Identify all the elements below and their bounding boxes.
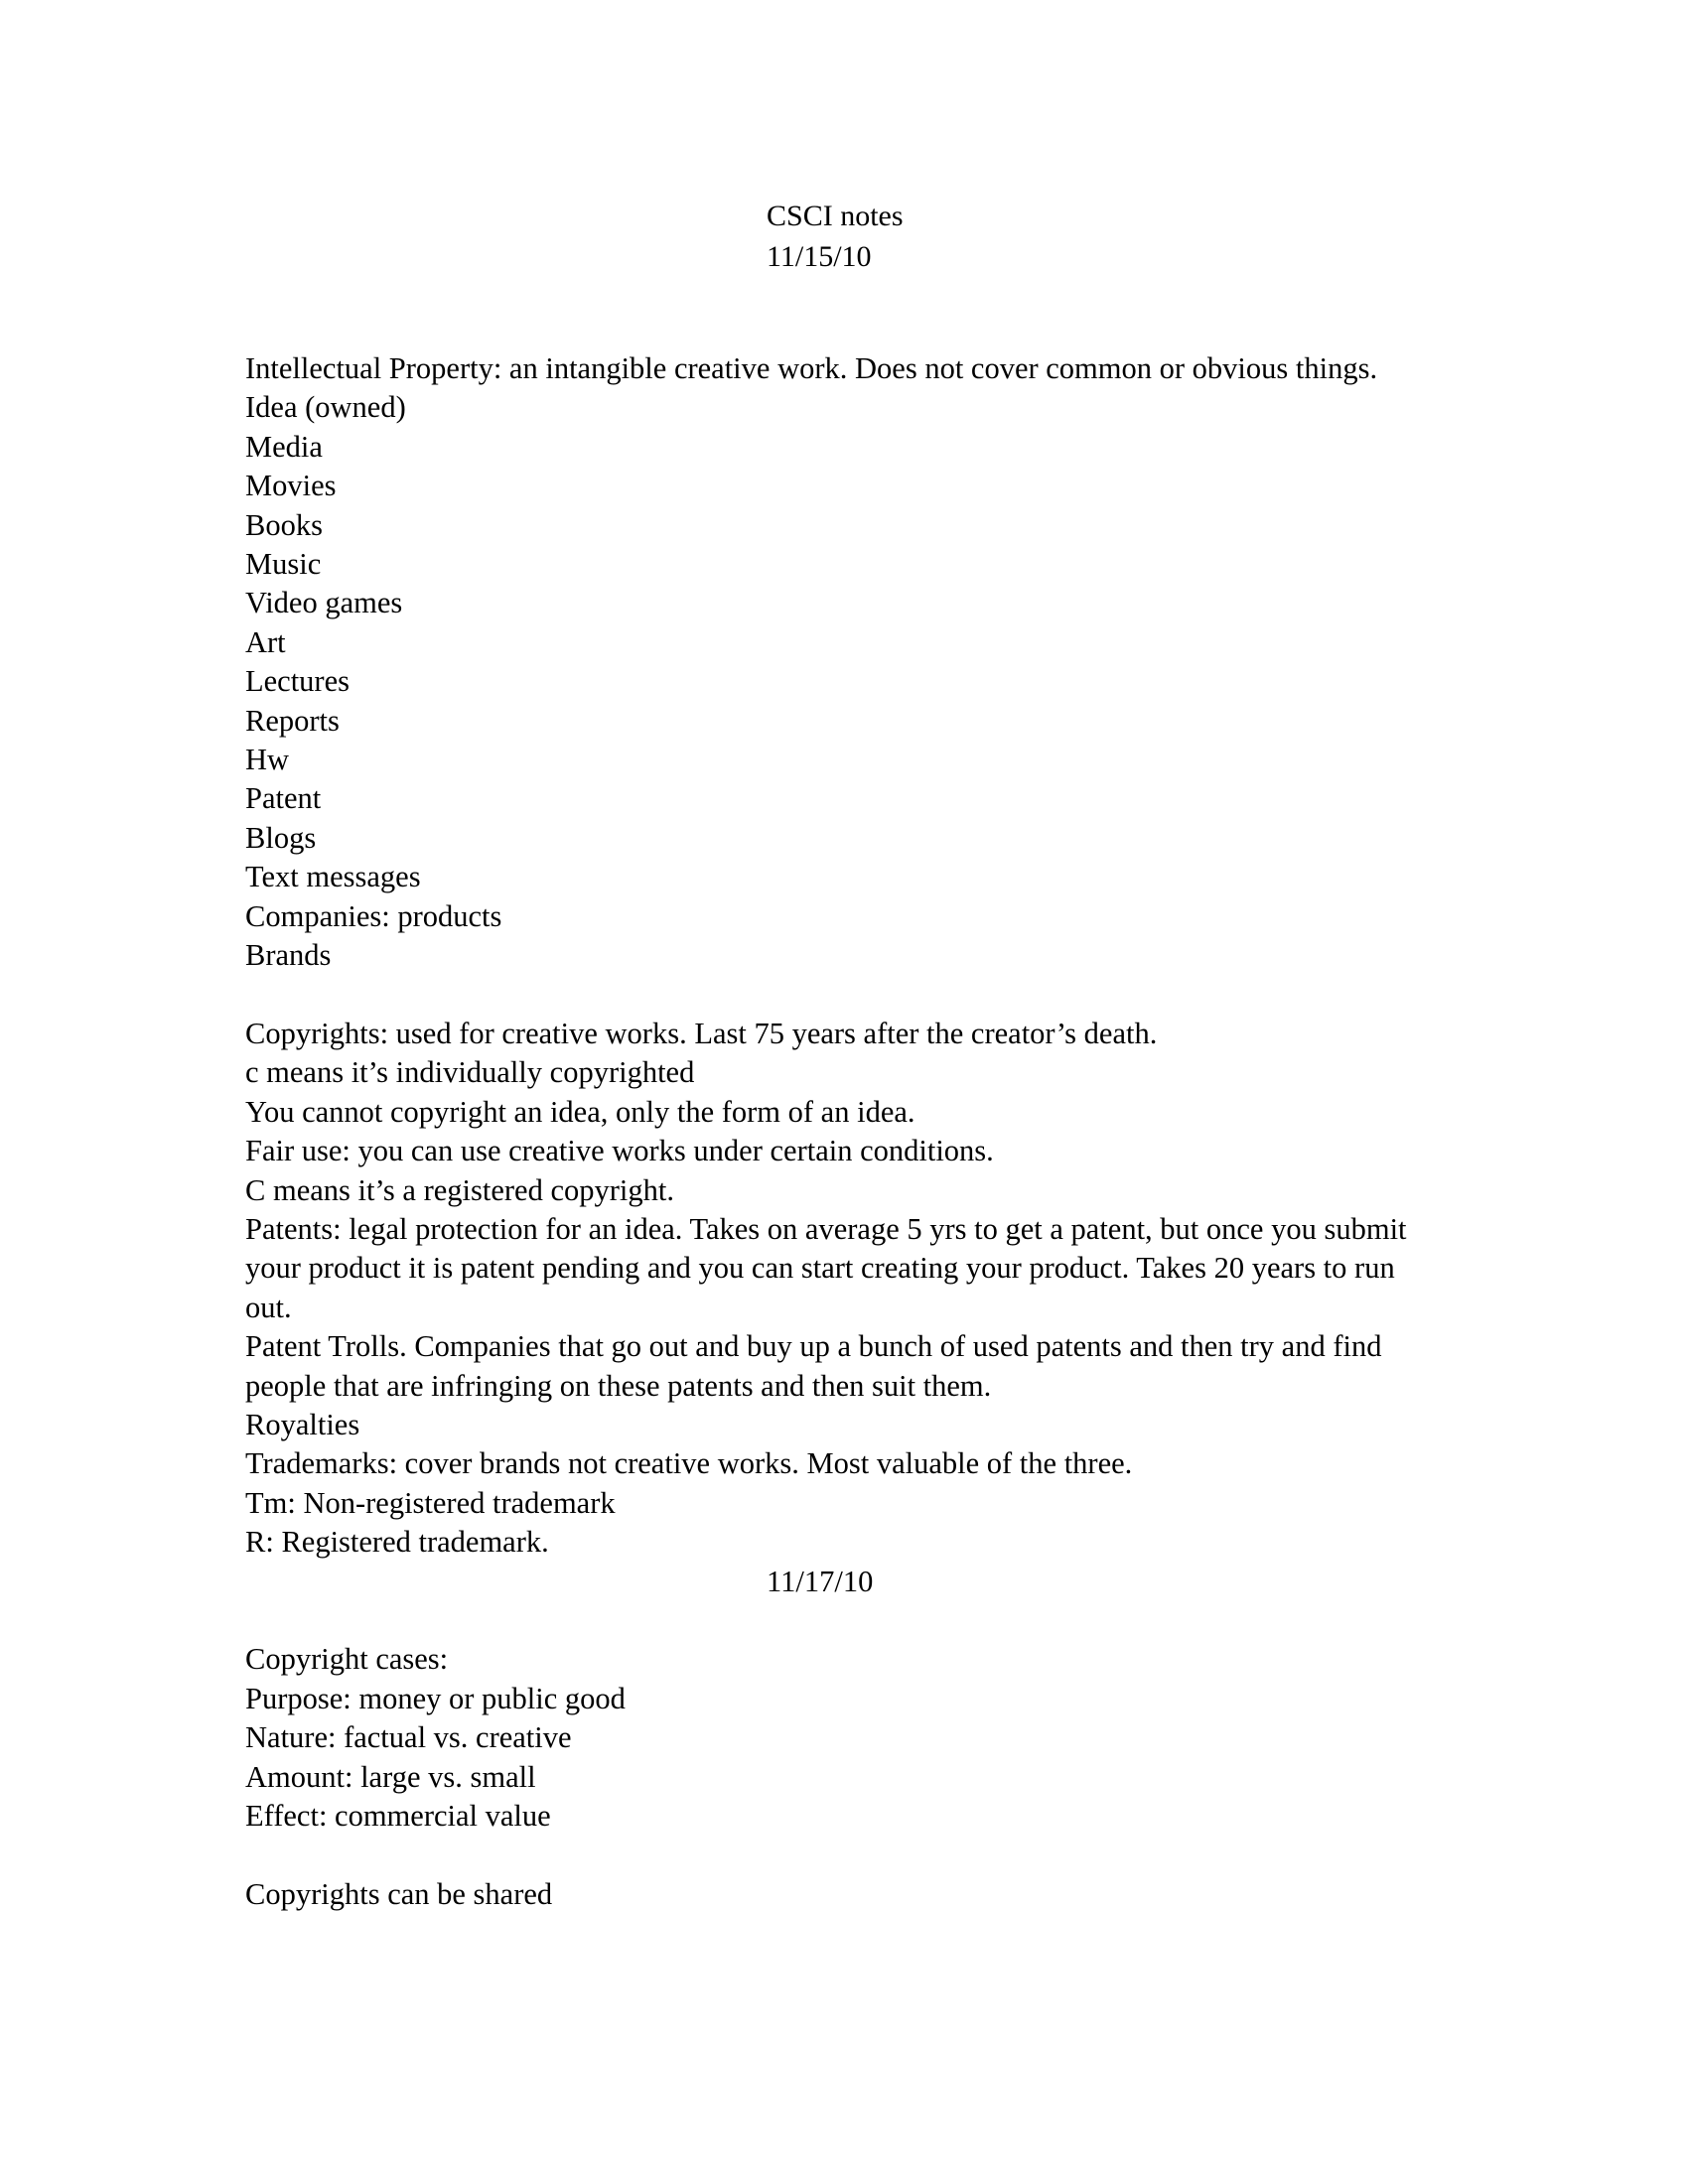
list-item: Movies <box>245 469 337 503</box>
intellectual-property-list <box>245 388 1437 975</box>
list-item: Text messages <box>245 860 421 894</box>
patents-paragraph: Patents: legal protection for an idea. Takes on average 5 yrs to get a patent, but once you submit your product it is patent pending and you can start creating your product. Takes 20 years to run out. <box>245 1211 1407 1324</box>
document-body <box>245 349 1437 1914</box>
note-line: c means it’s individually copyrighted <box>245 1055 695 1090</box>
paragraph-gap <box>245 1601 1437 1640</box>
intellectual-property-intro: Intellectual Property: an intangible creative work. Does not cover common or obvious things. <box>245 351 1378 385</box>
document-header <box>767 196 904 277</box>
note-line: Tm: Non-registered trademark <box>245 1485 616 1520</box>
copyright-case-factor: Amount: large vs. small <box>245 1759 536 1794</box>
note-line: Copyrights: used for creative works. Last 75 years after the creator’s death. <box>245 1016 1158 1050</box>
list-item: Blogs <box>245 820 317 855</box>
copyrights-patents-trademarks-block <box>245 1015 1437 1563</box>
copyright-cases-block <box>245 1640 1437 1836</box>
list-item: Lectures <box>245 664 350 699</box>
copyright-case-factor: Nature: factual vs. creative <box>245 1720 572 1755</box>
note-line: You cannot copyright an idea, only the form of an idea. <box>245 1094 915 1129</box>
second-date: 11/17/10 <box>767 1564 874 1598</box>
list-item: Brands <box>245 938 332 973</box>
paragraph-gap <box>245 1836 1437 1874</box>
patent-trolls-paragraph: Patent Trolls. Companies that go out and buy up a bunch of used patents and then try and find people that are infringing on these patents and then suit them. <box>245 1329 1382 1403</box>
note-line: Fair use: you can use creative works under certain conditions. <box>245 1134 994 1168</box>
list-item: Video games <box>245 586 403 620</box>
list-item: Art <box>245 624 286 659</box>
closing-note: Copyrights can be shared <box>245 1876 553 1911</box>
copyright-case-factor: Effect: commercial value <box>245 1799 551 1833</box>
note-line: C means it’s a registered copyright. <box>245 1172 674 1207</box>
list-item: Idea (owned) <box>245 390 406 425</box>
list-item: Patent <box>245 781 322 816</box>
copyright-cases-heading: Copyright cases: <box>245 1642 449 1677</box>
copyright-case-factor: Purpose: money or public good <box>245 1681 626 1715</box>
list-item: Music <box>245 547 322 582</box>
document-date: 11/15/10 <box>767 240 872 273</box>
paragraph-gap <box>245 976 1437 1015</box>
note-line: Royalties <box>245 1407 360 1441</box>
note-line: R: Registered trademark. <box>245 1525 549 1560</box>
list-item: Media <box>245 429 323 464</box>
list-item: Hw <box>245 743 290 777</box>
document-title: CSCI notes <box>767 200 904 232</box>
list-item: Reports <box>245 703 340 738</box>
list-item: Books <box>245 507 323 542</box>
list-item: Companies: products <box>245 898 502 933</box>
trademarks-line: Trademarks: cover brands not creative works. Most valuable of the three. <box>245 1446 1133 1481</box>
